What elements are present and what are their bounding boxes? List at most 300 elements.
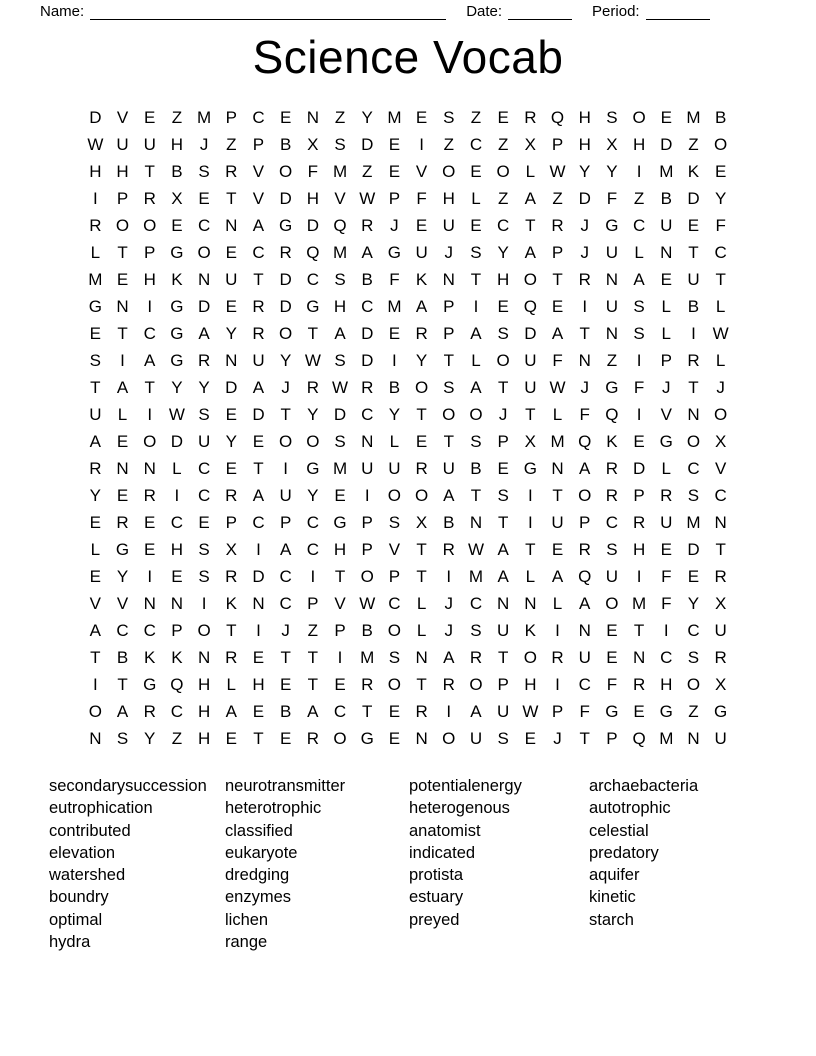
grid-letter: O [469, 674, 483, 694]
grid-letter: V [116, 107, 129, 127]
grid-letter: F [661, 593, 672, 613]
grid-letter: A [252, 485, 265, 505]
grid-letter: J [498, 404, 508, 424]
grid-letter: I [147, 566, 153, 586]
grid-letter: J [444, 593, 454, 613]
word-list [49, 775, 816, 953]
grid-letter: T [579, 323, 590, 343]
grid-letter: T [362, 701, 373, 721]
grid-letter: Q [550, 107, 565, 127]
grid-letter: I [663, 620, 669, 640]
word-search-grid [82, 104, 735, 752]
grid-letter: A [334, 323, 346, 343]
grid-letter: C [279, 593, 292, 613]
grid-letter: E [144, 107, 156, 127]
grid-letter: N [605, 323, 619, 343]
grid-letter: G [170, 296, 184, 316]
grid-letter: E [660, 539, 672, 559]
grid-letter: I [283, 458, 289, 478]
grid-letter: U [388, 458, 401, 478]
grid-letter: R [225, 647, 238, 667]
grid-letter: J [580, 242, 589, 262]
grid-letter: P [334, 620, 346, 640]
grid-letter: V [388, 539, 401, 559]
grid-letter: E [89, 512, 102, 532]
word-item: kinetic [589, 888, 636, 907]
grid-letter: O [279, 323, 293, 343]
grid-letter: J [716, 377, 725, 397]
grid-letter: C [306, 539, 319, 559]
grid-letter: J [444, 242, 454, 262]
grid-letter: T [525, 539, 536, 559]
grid-letter: Z [443, 134, 454, 154]
grid-letter: Q [523, 296, 537, 316]
grid-letter: T [443, 350, 454, 370]
grid-letter: J [281, 377, 290, 397]
grid-letter: O [387, 620, 402, 640]
grid-letter: L [471, 350, 481, 370]
grid-letter: S [606, 539, 618, 559]
grid-letter: C [116, 620, 129, 640]
grid-letter: D [252, 404, 265, 424]
grid-letter: T [117, 242, 128, 262]
grid-letter: N [170, 593, 184, 613]
word-item: neurotransmitter [225, 777, 346, 795]
grid-letter: M [332, 242, 348, 262]
word-item: celestial [589, 821, 649, 840]
grid-letter: G [88, 296, 102, 316]
grid-letter: R [415, 701, 428, 721]
grid-letter: E [633, 431, 645, 451]
grid-letter: G [170, 242, 184, 262]
grid-letter: C [714, 242, 727, 262]
grid-letter: K [171, 269, 183, 289]
grid-letter: E [388, 161, 401, 181]
grid-letter: A [89, 431, 102, 451]
grid-letter: Z [497, 134, 509, 154]
grid-letter: F [606, 188, 618, 208]
grid-letter: N [605, 269, 619, 289]
grid-letter: O [523, 647, 537, 667]
grid-letter: D [361, 323, 374, 343]
grid-letter: E [279, 728, 292, 748]
grid-letter: M [360, 647, 375, 667]
grid-letter: I [555, 620, 560, 640]
grid-letter: Y [307, 485, 319, 505]
grid-letter: P [307, 593, 319, 613]
grid-letter: I [256, 620, 261, 640]
grid-letter: K [415, 269, 428, 289]
grid-letter: A [633, 269, 645, 289]
grid-letter: P [579, 512, 591, 532]
grid-letter: I [527, 512, 533, 532]
grid-letter: E [497, 296, 509, 316]
grid-letter: E [225, 458, 237, 478]
grid-letter: O [143, 215, 157, 235]
grid-letter: E [334, 674, 346, 694]
grid-letter: Z [362, 161, 373, 181]
grid-letter: H [632, 134, 646, 154]
grid-letter: V [334, 188, 346, 208]
grid-letter: E [252, 431, 265, 451]
grid-letter: I [92, 674, 98, 694]
grid-letter: P [497, 431, 509, 451]
grid-letter: N [415, 728, 428, 748]
grid-letter: B [388, 377, 401, 397]
grid-letter: F [552, 350, 563, 370]
grid-letter: Y [144, 728, 156, 748]
grid-letter: P [361, 539, 373, 559]
grid-letter: G [605, 215, 619, 235]
grid-letter: T [416, 674, 427, 694]
grid-letter: U [89, 404, 102, 424]
grid-letter: R [578, 539, 591, 559]
grid-letter: U [252, 350, 265, 370]
grid-letter: N [361, 431, 374, 451]
grid-letter: O [523, 269, 537, 289]
grid-letter: Y [116, 566, 129, 586]
grid-letter: T [307, 674, 319, 694]
grid-letter: J [580, 215, 589, 235]
grid-letter: F [633, 377, 645, 397]
grid-letter: R [361, 215, 374, 235]
name-label: Name: [40, 3, 85, 20]
grid-letter: C [660, 647, 673, 667]
word-item: boundry [49, 888, 109, 907]
grid-letter: N [143, 593, 156, 613]
grid-letter: C [170, 701, 184, 721]
grid-letter: C [252, 242, 265, 262]
grid-letter: Z [552, 188, 563, 208]
grid-letter: I [120, 350, 125, 370]
grid-letter: P [279, 512, 292, 532]
grid-letter: A [470, 323, 482, 343]
grid-letter: G [605, 377, 619, 397]
grid-letter: E [116, 431, 129, 451]
grid-letter: C [469, 134, 483, 154]
grid-letter: N [197, 269, 211, 289]
grid-letter: C [143, 323, 156, 343]
grid-letter: O [88, 701, 102, 721]
grid-letter: T [633, 620, 645, 640]
grid-letter: T [253, 269, 264, 289]
grid-letter: F [579, 404, 590, 424]
grid-letter: O [387, 674, 402, 694]
grid-letter: E [279, 674, 292, 694]
grid-letter: P [388, 188, 401, 208]
word-item: range [225, 933, 268, 952]
grid-letter: K [606, 431, 618, 451]
grid-letter: A [470, 377, 482, 397]
grid-letter: X [606, 134, 618, 154]
grid-letter: G [605, 701, 619, 721]
grid-letter: B [687, 296, 700, 316]
grid-letter: R [279, 242, 292, 262]
grid-letter: O [496, 350, 510, 370]
grid-letter: S [198, 539, 210, 559]
grid-letter: K [171, 647, 183, 667]
grid-letter: T [90, 377, 101, 397]
grid-letter: H [89, 161, 102, 181]
grid-letter: P [116, 188, 129, 208]
grid-letter: V [89, 593, 102, 613]
grid-letter: I [636, 350, 642, 370]
word-item: protista [409, 866, 464, 885]
grid-letter: R [143, 701, 156, 721]
grid-letter: N [306, 107, 319, 127]
grid-letter: R [660, 485, 673, 505]
grid-letter: M [468, 566, 484, 586]
period-blank-line [646, 5, 710, 20]
word-item: heterotrophic [225, 799, 322, 818]
grid-letter: D [632, 458, 646, 478]
grid-letter: H [442, 188, 455, 208]
grid-letter: D [197, 296, 211, 316]
grid-letter: O [714, 404, 728, 424]
grid-letter: I [473, 296, 479, 316]
grid-letter: S [633, 323, 645, 343]
word-item: classified [225, 821, 293, 840]
grid-letter: L [634, 242, 644, 262]
grid-letter: S [334, 269, 346, 289]
grid-letter: E [198, 188, 210, 208]
grid-letter: B [470, 458, 482, 478]
grid-letter: L [226, 674, 237, 694]
grid-letter: T [307, 647, 319, 667]
grid-letter: P [551, 701, 564, 721]
grid-letter: C [388, 593, 401, 613]
grid-letter: I [446, 566, 452, 586]
grid-letter: S [388, 647, 401, 667]
grid-letter: N [687, 728, 700, 748]
grid-letter: R [225, 161, 238, 181]
grid-letter: E [524, 728, 537, 748]
grid-letter: S [443, 107, 455, 127]
grid-letter: E [470, 161, 482, 181]
grid-letter: A [470, 701, 482, 721]
grid-letter: T [226, 620, 237, 640]
grid-letter: R [197, 350, 211, 370]
grid-letter: U [469, 728, 483, 748]
grid-letter: N [497, 593, 510, 613]
grid-letter: E [551, 296, 564, 316]
grid-letter: X [714, 674, 727, 694]
grid-letter: T [144, 161, 155, 181]
grid-letter: D [279, 296, 292, 316]
grid-letter: O [496, 161, 510, 181]
grid-letter: T [253, 728, 264, 748]
grid-letter: J [553, 728, 562, 748]
grid-letter: P [144, 242, 156, 262]
grid-letter: B [279, 701, 292, 721]
grid-letter: E [633, 701, 645, 721]
name-blank-line [90, 5, 446, 20]
grid-letter: B [660, 188, 672, 208]
grid-letter: U [442, 458, 455, 478]
grid-letter: U [116, 134, 129, 154]
grid-letter: M [197, 107, 212, 127]
grid-letter: L [661, 296, 672, 316]
grid-letter: Q [306, 242, 320, 262]
grid-letter: E [279, 107, 292, 127]
grid-letter: E [198, 512, 210, 532]
grid-letter: R [605, 485, 619, 505]
grid-letter: D [361, 350, 374, 370]
grid-letter: I [256, 539, 261, 559]
grid-letter: M [659, 161, 674, 181]
grid-letter: B [443, 512, 455, 532]
grid-letter: E [144, 539, 156, 559]
grid-letter: O [714, 134, 728, 154]
grid-letter: Z [171, 728, 183, 748]
grid-letter: O [279, 161, 293, 181]
grid-letter: S [198, 161, 210, 181]
grid-letter: E [225, 242, 237, 262]
grid-letter: H [632, 539, 646, 559]
grid-letter: C [361, 404, 374, 424]
grid-letter: A [89, 620, 102, 640]
grid-letter: R [306, 728, 319, 748]
grid-letter: F [715, 215, 726, 235]
grid-letter: A [415, 296, 428, 316]
grid-letter: G [170, 350, 184, 370]
grid-letter: R [714, 647, 727, 667]
grid-letter: G [279, 215, 293, 235]
word-item: elevation [49, 843, 116, 862]
grid-letter: E [171, 566, 183, 586]
grid-letter: R [116, 512, 129, 532]
grid-letter: Q [170, 674, 184, 694]
grid-letter: H [197, 674, 211, 694]
grid-letter: W [712, 323, 729, 343]
grid-letter: A [497, 566, 509, 586]
grid-letter: P [388, 566, 401, 586]
grid-letter: O [279, 431, 293, 451]
grid-letter: T [688, 242, 699, 262]
grid-letter: G [333, 512, 347, 532]
grid-letter: L [661, 323, 672, 343]
grid-letter: X [225, 539, 237, 559]
grid-letter: O [414, 377, 429, 397]
grid-letter: O [442, 161, 456, 181]
grid-letter: R [306, 377, 319, 397]
grid-letter: R [143, 188, 156, 208]
word-list-column [225, 775, 409, 953]
grid-letter: T [470, 485, 482, 505]
grid-letter: A [524, 242, 537, 262]
grid-letter: I [555, 674, 560, 694]
grid-letter: D [524, 323, 537, 343]
grid-letter: D [306, 215, 319, 235]
grid-letter: X [714, 593, 727, 613]
grid-letter: M [686, 107, 701, 127]
grid-letter: W [467, 539, 484, 559]
grid-letter: V [415, 161, 428, 181]
grid-letter: X [524, 431, 537, 451]
grid-letter: R [225, 485, 238, 505]
grid-letter: E [252, 701, 265, 721]
grid-letter: X [714, 431, 727, 451]
grid-letter: B [171, 161, 183, 181]
grid-letter: Q [578, 566, 592, 586]
grid-letter: N [197, 647, 211, 667]
grid-letter: Y [89, 485, 102, 505]
grid-letter: H [170, 539, 184, 559]
grid-letter: D [89, 107, 102, 127]
grid-letter: S [687, 647, 700, 667]
grid-letter: O [306, 431, 320, 451]
grid-letter: T [497, 512, 509, 532]
grid-letter: U [605, 296, 619, 316]
grid-letter: K [524, 620, 537, 640]
grid-letter: W [549, 161, 566, 181]
grid-letter: O [632, 107, 646, 127]
grid-letter: L [715, 350, 726, 370]
grid-letter: H [333, 296, 347, 316]
grid-letter: G [170, 323, 184, 343]
word-list-column [589, 775, 769, 953]
grid-letter: I [147, 404, 153, 424]
grid-letter: N [225, 350, 238, 370]
grid-letter: Y [171, 377, 183, 397]
grid-letter: U [578, 647, 591, 667]
grid-letter: R [361, 377, 374, 397]
grid-letter: A [551, 323, 564, 343]
grid-letter: I [201, 593, 207, 613]
grid-letter: B [116, 647, 129, 667]
grid-letter: T [552, 269, 563, 289]
grid-letter: T [525, 404, 536, 424]
grid-letter: O [387, 485, 402, 505]
grid-letter: F [606, 674, 618, 694]
grid-letter: U [143, 134, 156, 154]
word-item: secondarysuccession [49, 777, 207, 795]
grid-letter: H [524, 674, 537, 694]
grid-letter: T [497, 377, 509, 397]
grid-letter: T [117, 323, 128, 343]
grid-letter: R [578, 269, 591, 289]
grid-letter: O [333, 728, 347, 748]
grid-letter: N [551, 458, 564, 478]
grid-letter: E [388, 323, 401, 343]
grid-letter: J [390, 215, 399, 235]
word-item: hydra [49, 933, 91, 952]
grid-letter: P [225, 512, 237, 532]
grid-letter: D [279, 269, 292, 289]
grid-letter: N [469, 512, 483, 532]
grid-letter: L [525, 566, 536, 586]
grid-letter: G [306, 296, 320, 316]
grid-letter: R [252, 323, 265, 343]
word-item: indicated [409, 843, 476, 862]
grid-letter: H [497, 269, 510, 289]
grid-letter: E [415, 107, 428, 127]
grid-letter: V [252, 161, 265, 181]
grid-letter: Q [632, 728, 646, 748]
grid-letter: R [361, 674, 374, 694]
grid-letter: T [90, 647, 101, 667]
grid-letter: R [415, 323, 428, 343]
grid-letter: J [580, 377, 589, 397]
grid-letter: Z [334, 107, 346, 127]
grid-letter: P [660, 350, 672, 370]
grid-letter: E [171, 215, 183, 235]
grid-letter: R [442, 674, 455, 694]
grid-letter: I [147, 296, 153, 316]
grid-letter: Y [415, 350, 428, 370]
grid-letter: U [551, 512, 564, 532]
grid-letter: T [280, 404, 291, 424]
